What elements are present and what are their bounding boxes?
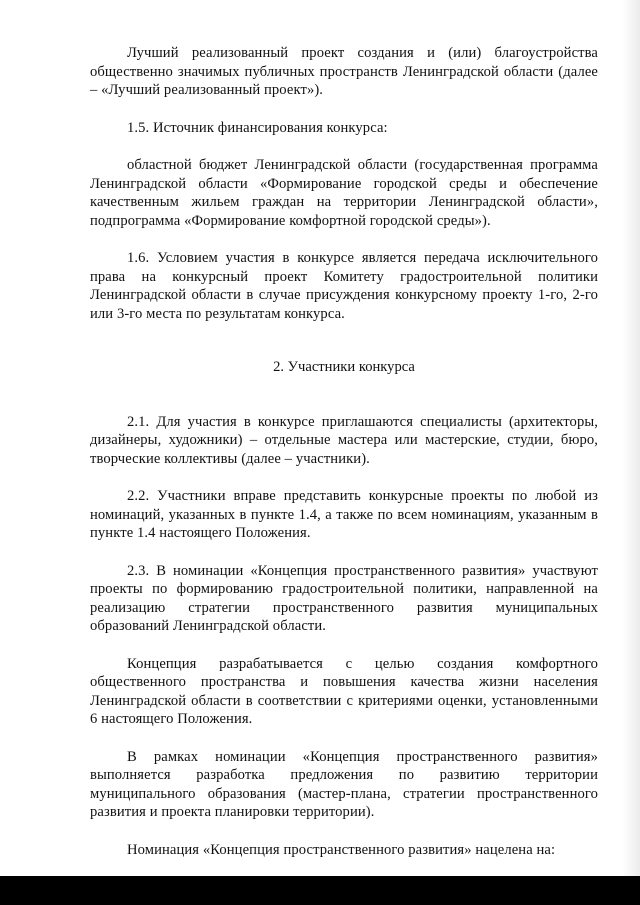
section-title-participants: 2. Участники конкурса [273,359,415,375]
paragraph-best-project: Лучший реализованный проект создания и (или) благоустройства общественно значимых публичных пространств Ленинградской области (далее – «Лучший реализованный проект»). [90,45,598,98]
paragraph-1-6: 1.6. Условием участия в конкурсе является передача исключительного права на конкурсный проект Комитету градостроительной политики Ленинградской области в случае присуждения конкурсному проекту 1-го, 2-го или 3-го места по результатам конкурса. [90,250,598,322]
paragraph-2-2: 2.2. Участники вправе представить конкурсные проекты по любой из номинаций, указанных в пункте 1.4, а также по всем номинациям, указанным в пункте 1.4 настоящего Положения. [90,488,598,541]
document-page [90,44,598,897]
paragraph-concept-purpose: Концепция разрабатывается с целью создания комфортного общественного пространства и повышения качества жизни населения Ленинградской области в соответствии с критериями оценки, установленными 6 настоящего Положения. [90,655,598,727]
paragraph-nomination-scope: В рамках номинации «Концепция пространственного развития» выполняется разработка предложения по развитию территории муниципального образования (мастер-плана, стратегии пространственного развития и проекта планировки территории). [90,748,598,820]
paragraph-1-5: 1.5. Источник финансирования конкурса: [127,119,388,136]
paragraph-funding-source: областной бюджет Ленинградской области (государственная программа Ленинградской области «Формирование городской среды и обеспечение качественным жильем граждан на территории Ленинградской области», подпрограмма «Формирование комфортной городской среды»). [90,157,598,229]
scan-edge-shadow [622,0,640,905]
paragraph-2-1: 2.1. Для участия в конкурсе приглашаются специалисты (архитекторы, дизайнеры, художники) – отдельные мастера или мастерские, студии, бюро, творческие коллективы (далее – участники). [90,413,598,467]
paragraph-2-3: 2.3. В номинации «Концепция пространственного развития» участвуют проекты по формированию градостроительной политики, направленной на реализацию стратегии пространственного развития муниципальных образований Ленинградской области. [90,562,598,634]
scan-bottom-border [0,876,640,905]
paragraph-nomination-aim: Номинация «Концепция пространственного развития» нацелена на: [127,841,556,858]
